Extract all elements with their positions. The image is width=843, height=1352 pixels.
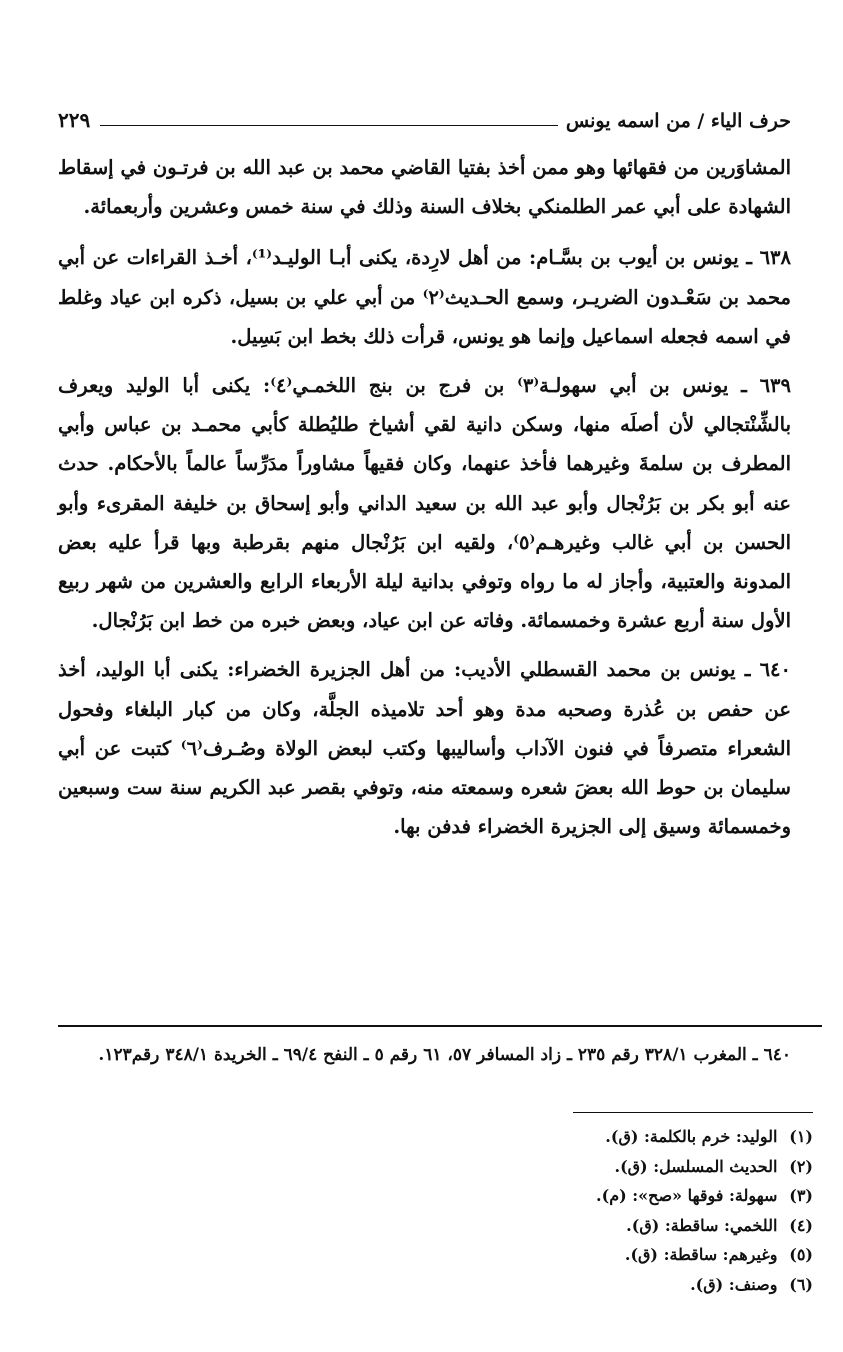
footnote-marker: (١) [789, 1127, 813, 1146]
footnote-marker: (٢) [789, 1156, 813, 1176]
entry-640 [58, 650, 791, 846]
header-rule [100, 125, 558, 126]
sources-note: ٦٤٠ ـ المغرب ٣٢٨/١ رقم ٢٣٥ ـ زاد المسافر ٥٧، ٦١ رقم ٥ ـ النفح ٦٩/٤ ـ الخريدة ٣٤٨/١ رقم١٢٣. [98, 1045, 791, 1065]
paragraph-continuation [58, 148, 791, 226]
paragraph-text: يونس بن أيوب بن بسَّـام: من أهل لارِدة، يكنى أبـا الوليـد⁽¹⁾، أخـذ القراءات عن أبي محمد بن سَعْـدون الضريـر، وسمع الحـديث⁽٢⁾ من أبي علي بن بسيل، ذكره ابن عياد وغلط في اسمه فجعله اسماعيل وإنما هو يونس، قرأت ذلك بخط ابن بَسِيل. [58, 246, 791, 348]
paragraph-text: المشاوَرين من فقهائها وهو ممن أخذ بفتيا القاضي محمد بن عبد الله بن فرتـون في إسقاط الشهادة على أبي عمر الطلمنكي بخلاف السنة وذلك في سنة خمس وعشرين وأربعمائة. [58, 156, 791, 219]
footnote-marker: (٣) [789, 1186, 813, 1205]
footnotes-list [313, 1122, 813, 1299]
main-text [58, 148, 791, 856]
footnote-marker: (٥) [789, 1245, 813, 1264]
page-number: ٢٢٩ [58, 108, 91, 132]
footnotes-divider [573, 1112, 813, 1113]
footnote-text: الوليد: خرم بالكلمة: (ق). [605, 1127, 778, 1146]
running-title: حرف الياء / من اسمه يونس [565, 110, 791, 132]
footnote-text: اللخمي: ساقطة: (ق). [626, 1215, 778, 1235]
entry-639 [58, 366, 791, 640]
footnote-item [313, 1122, 813, 1152]
entry-number: ٦٤٠ ـ [744, 658, 791, 682]
footnote-item [313, 1270, 813, 1300]
entry-638 [58, 238, 791, 356]
paragraph-text: يونس بن محمد القسطلي الأديب: من أهل الجزيرة الخضراء: يكنى أبا الوليد، أخذ عن حفص بن عُذرة وصحبه مدة وهو أحد تلاميذه الجلَّة، وكان من كبار البلغاء وفحول الشعراء متصرفاً في فنون الآداب وأساليبها وكتب لبعض الولاة وصُـرف⁽٦⁾ كتبت عن أبي سليمان بن حوط الله بعضَ شعره وسمعته منه، وتوفي بقصر عبد الكريم سنة ست وسبعين وخمسمائة وسيق إلى الجزيرة الخضراء فدفن بها. [58, 658, 792, 839]
footnote-item [313, 1152, 813, 1182]
paragraph-text: يونس بن أبي سهولـة⁽٣⁾ بن فرج بن بنج اللخمـي⁽٤⁾: يكنى أبا الوليد ويعرف بالشِّنْتجالي لأن أصلَه منها، وسكن دانية لقي أشياخ طليُطلة كأبي محمـد بن عباس وأبي المطرف بن سلمةَ وغيرهما فأخذ عنهما، وكان فقيهاً مشاوراً مدَرِّساً عالماً بالأحكام. حدث عنه أبو بكر بن بَرُنْجال وأبو عبد الله بن سعيد الداني وأبو إسحاق بن خليفة المقرىء وأبو الحسن بن أبي غالب وغيرهـم⁽٥⁾، ولقيه ابن بَرُنْجال منهم بقرطبة وبها قرأ عليه بعض المدونة والعتبية، وأجاز له ما رواه وتوفي بدانية ليلة الأربعاء الرابع والعشرين من شهر ربيع الأول سنة أربع عشرة وخمسمائة. وفاته عن ابن عياد، وبعض خبره من خط ابن بَرُنْجال. [58, 374, 791, 633]
footnote-text: وصنف: (ق). [690, 1274, 778, 1294]
footnote-item [313, 1181, 813, 1211]
footnote-text: الحديث المسلسل: (ق). [614, 1156, 778, 1176]
footnote-item [313, 1211, 813, 1241]
footnote-marker: (٤) [789, 1215, 813, 1235]
footnote-item [313, 1240, 813, 1270]
footnote-text: سهولة: فوقها «صح»: (م). [596, 1186, 778, 1205]
entry-number: ٦٣٩ ـ [741, 374, 791, 398]
footnote-text: وغيرهم: ساقطة: (ق). [624, 1245, 778, 1264]
page-header [58, 100, 791, 132]
footnote-marker: (٦) [789, 1274, 813, 1294]
entry-number: ٦٣٨ ـ [746, 246, 791, 270]
sources-divider [58, 1025, 822, 1027]
